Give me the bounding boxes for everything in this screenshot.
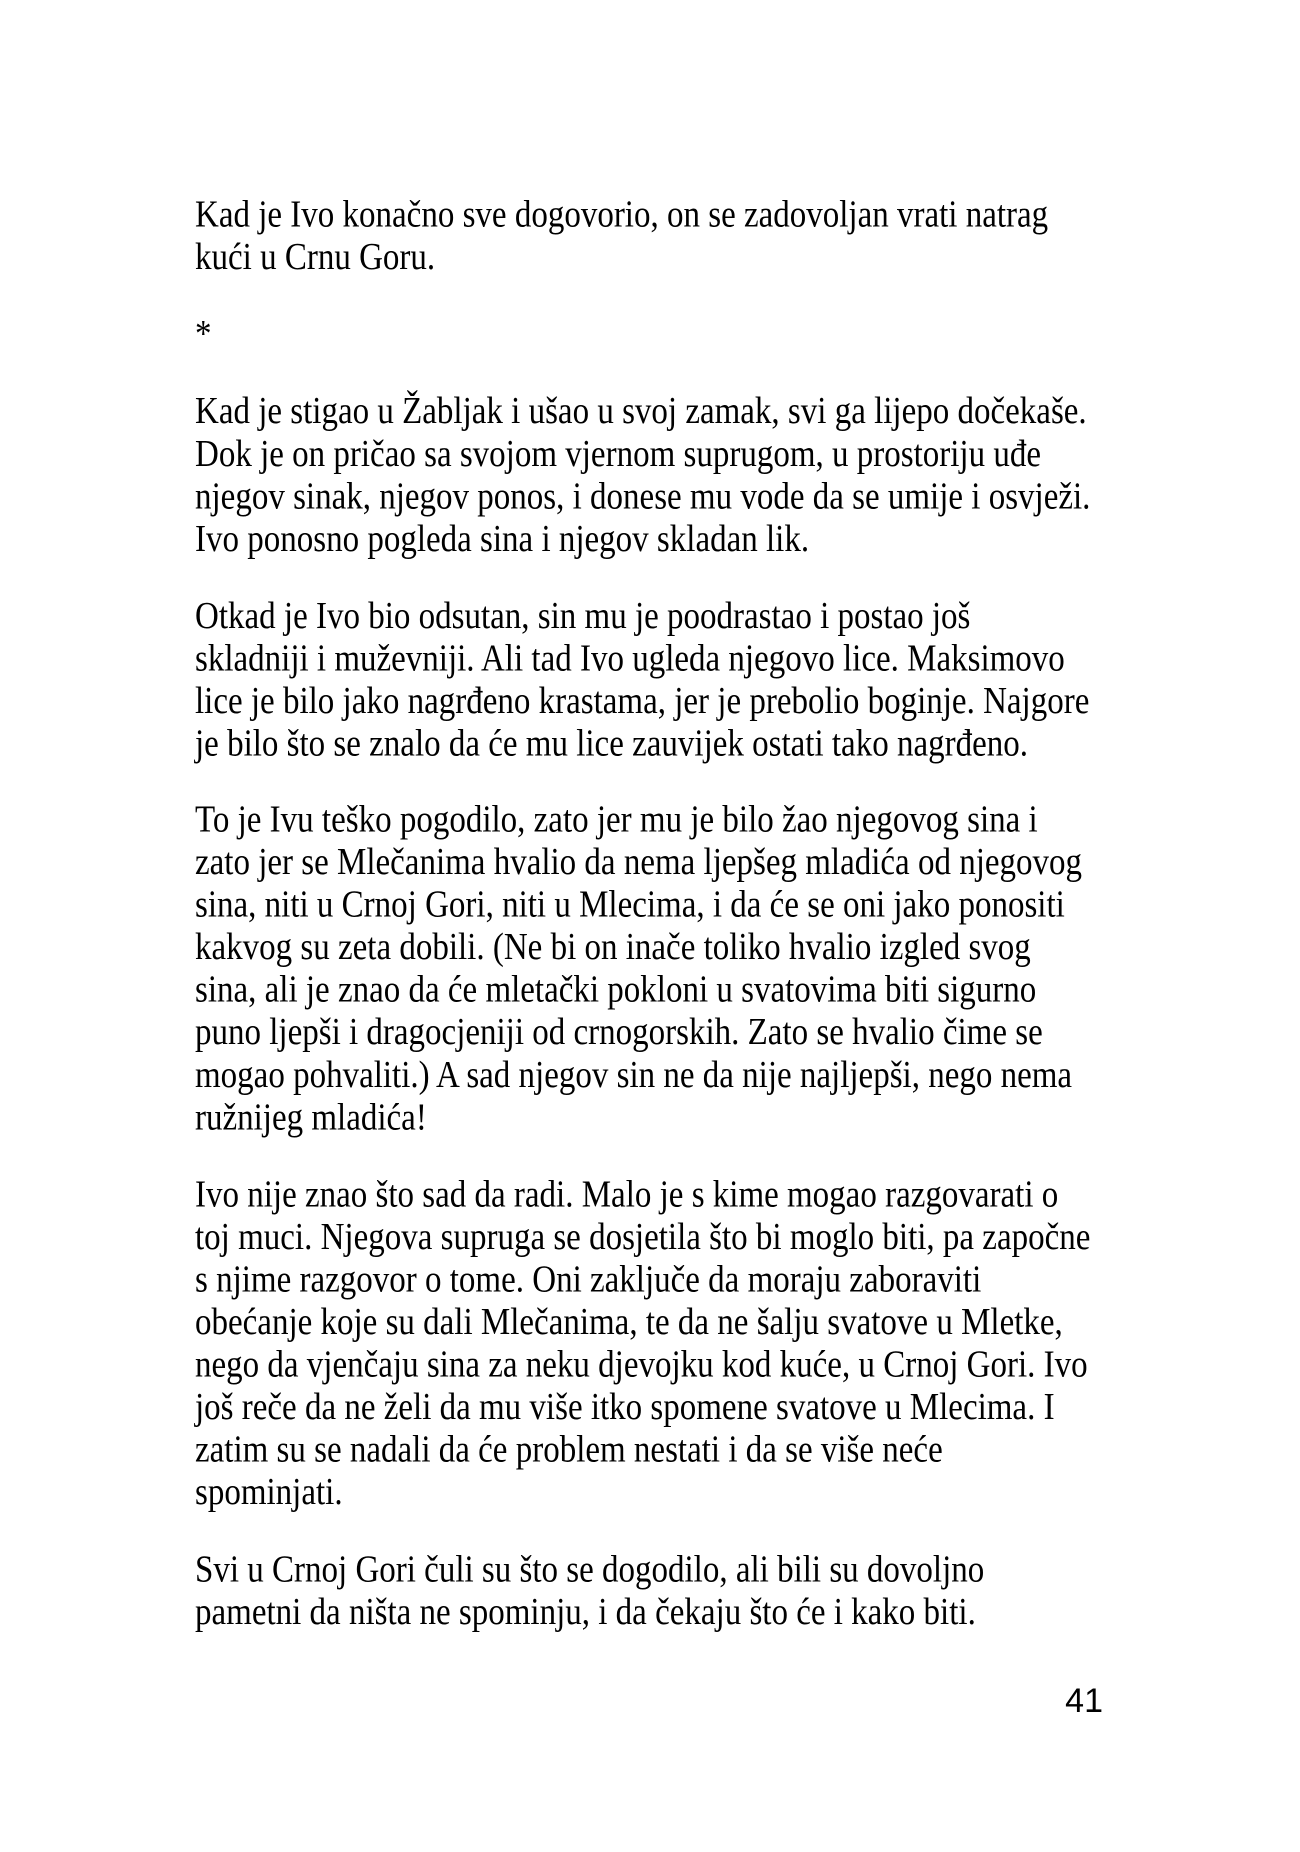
text-line: toj muci. Njegova supruga se dosjetila što bi moglo biti, pa započne: [195, 1216, 1091, 1259]
text-line: *: [195, 313, 212, 356]
text-line: kakvog su zeta dobili. (Ne bi on inače toliko hvalio izgled svog: [195, 927, 1031, 969]
text-line: Dok je on pričao sa svojom vjernom suprugom, u prostoriju uđe: [195, 433, 1041, 475]
text-line: pametni da ništa ne spominju, i da čekaju što će i kako biti.: [195, 1591, 976, 1633]
section-separator: [195, 314, 1260, 356]
text-line: Svi u Crnoj Gori čuli su što se dogodilo, ali bili su dovoljno: [195, 1548, 985, 1591]
text-line: lice je bilo jako nagrđeno krastama, jer je prebolio boginje. Najgore: [195, 680, 1090, 722]
text-line: puno ljepši i dragocjeniji od crnogorskih. Zato se hvalio čime se: [195, 1012, 1043, 1054]
paragraph: [195, 1549, 1260, 1634]
text-line: sina, niti u Crnoj Gori, niti u Mlecima, i da će se oni jako ponositi: [195, 884, 1065, 927]
paragraph: [195, 1174, 1260, 1514]
text-line: je bilo što se znalo da će mu lice zauvijek ostati tako nagrđeno.: [195, 722, 1028, 765]
text-line: mogao pohvaliti.) A sad njegov sin ne da nije najljepši, nego nema: [195, 1054, 1073, 1097]
text-line: ružnijeg mladića!: [195, 1097, 427, 1139]
text-line: Kad je stigao u Žabljak i ušao u svoj zamak, svi ga lijepo dočekaše.: [195, 390, 1087, 433]
paragraph: [195, 194, 1260, 279]
text-line: kući u Crnu Goru.: [195, 236, 436, 279]
paragraph: [195, 595, 1260, 765]
text-line: još reče da ne želi da mu više itko spomene svatove u Mlecima. I: [195, 1386, 1055, 1429]
text-line: njegov sinak, njegov ponos, i donese mu vode da se umije i osvježi.: [195, 475, 1091, 518]
text-line: skladniji i muževniji. Ali tad Ivo ugleda njegovo lice. Maksimovo: [195, 637, 1065, 680]
text-line: zato jer se Mlečanima hvalio da nema ljepšeg mladića od njegovog: [195, 842, 1083, 884]
text-line: Ivo nije znao što sad da radi. Malo je s kime mogao razgovarati o: [195, 1174, 1059, 1216]
text-line: obećanje koje su dali Mlečanima, te da ne šalju svatove u Mletke,: [195, 1301, 1063, 1344]
page-number: 41: [1065, 1682, 1103, 1720]
paragraph: [195, 800, 1260, 1140]
text-line: sina, ali je znao da će mletački pokloni u svatovima biti sigurno: [195, 969, 1037, 1012]
text-line: Kad je Ivo konačno sve dogovorio, on se zadovoljan vrati natrag: [195, 194, 1049, 236]
text-line: Otkad je Ivo bio odsutan, sin mu je poodrastao i postao još: [195, 595, 971, 637]
text-line: Ivo ponosno pogleda sina i njegov skladan lik.: [195, 518, 810, 560]
paragraph: [195, 391, 1260, 561]
text-line: nego da vjenčaju sina za neku djevojku kod kuće, u Crnoj Gori. Ivo: [195, 1344, 1088, 1386]
text-line: zatim su se nadali da će problem nestati i da se više neće: [195, 1429, 943, 1471]
text-line: s njime razgovor o tome. Oni zaključe da moraju zaboraviti: [195, 1259, 982, 1301]
text-line: To je Ivu teško pogodilo, zato jer mu je bilo žao njegovog sina i: [195, 799, 1038, 842]
text-line: spominjati.: [195, 1471, 343, 1514]
